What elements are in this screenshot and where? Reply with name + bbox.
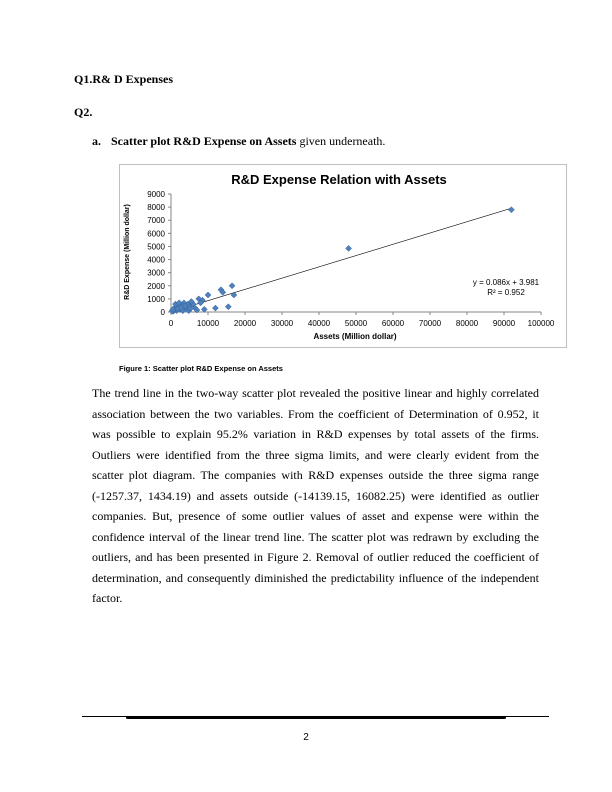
r-squared-label: R² = 0.952 [487, 288, 525, 297]
data-point [229, 283, 235, 289]
data-point [205, 292, 211, 298]
y-tick-label: 5000 [147, 242, 165, 252]
y-tick-label: 2000 [147, 281, 165, 291]
data-point [508, 207, 514, 213]
figure-caption: Figure 1: Scatter plot R&D Expense on Assets [119, 364, 283, 373]
page-number: 2 [303, 732, 309, 743]
scatter-chart [119, 164, 567, 348]
x-tick-label: 100000 [527, 319, 555, 328]
data-point [225, 304, 231, 310]
footer-divider-accent [126, 716, 506, 719]
y-tick-label: 3000 [147, 268, 165, 278]
data-point [212, 305, 218, 311]
x-axis-label: Assets (Million dollar) [313, 332, 397, 341]
y-tick-label: 9000 [147, 190, 165, 199]
x-tick-label: 0 [168, 319, 174, 328]
question-1-heading: Q1.R& D Expenses [74, 72, 174, 86]
scatter-chart-svg [120, 165, 568, 349]
x-tick-label: 20000 [233, 319, 257, 328]
trendline-equation: y = 0.086x + 3.981 [472, 278, 540, 287]
body-paragraph: The trend line in the two-way scatter plot revealed the positive linear and highly correlated association between the two variables. From the coefficient of Determination of 0.952, it was possible to explain 95.2% variation in R&D expenses by total assets of the firms. Outliers were identified from the three sigma limits, and were clearly evident from the scatter plot diagram. The companies with R&D expenses outside the three sigma range (-1257.37, 1434.19) and assets outside (-14139.15, 16082.25) were identified as outlier companies. But, presence of some outlier values of asset and expense were within the confidence interval of the linear trend line. The scatter plot was redrawn by excluding the outliers, and has been presented in Figure 2. Removal of outlier reduced the coefficient of determination, and consequently diminished the predictability influence of the independent factor. [92, 386, 539, 605]
y-axis-label: R&D Expense (Million dollar) [124, 204, 131, 300]
data-point [201, 306, 207, 312]
item-a-rest-text: given underneath. [296, 134, 386, 148]
x-tick-label: 60000 [381, 319, 405, 328]
question-2-heading: Q2. [74, 105, 93, 119]
x-tick-label: 50000 [344, 319, 368, 328]
y-tick-label: 8000 [147, 203, 165, 213]
y-tick-label: 7000 [147, 216, 165, 226]
y-tick-label: 6000 [147, 229, 165, 239]
y-tick-label: 1000 [147, 294, 165, 304]
x-tick-label: 10000 [196, 319, 220, 328]
x-tick-label: 80000 [455, 319, 479, 328]
data-point [346, 245, 352, 251]
data-point [231, 292, 237, 298]
list-marker: a. [92, 134, 101, 148]
list-item-a [92, 134, 385, 149]
x-tick-label: 30000 [270, 319, 294, 328]
item-a-bold-text: Scatter plot R&D Expense on Assets [111, 134, 297, 148]
chart-title: R&D Expense Relation with Assets [231, 172, 447, 187]
y-tick-label: 0 [160, 308, 165, 317]
y-tick-label: 4000 [147, 255, 165, 265]
x-tick-label: 40000 [307, 319, 331, 328]
trendline [171, 208, 511, 312]
x-tick-label: 70000 [418, 319, 442, 328]
x-tick-label: 90000 [492, 319, 516, 328]
